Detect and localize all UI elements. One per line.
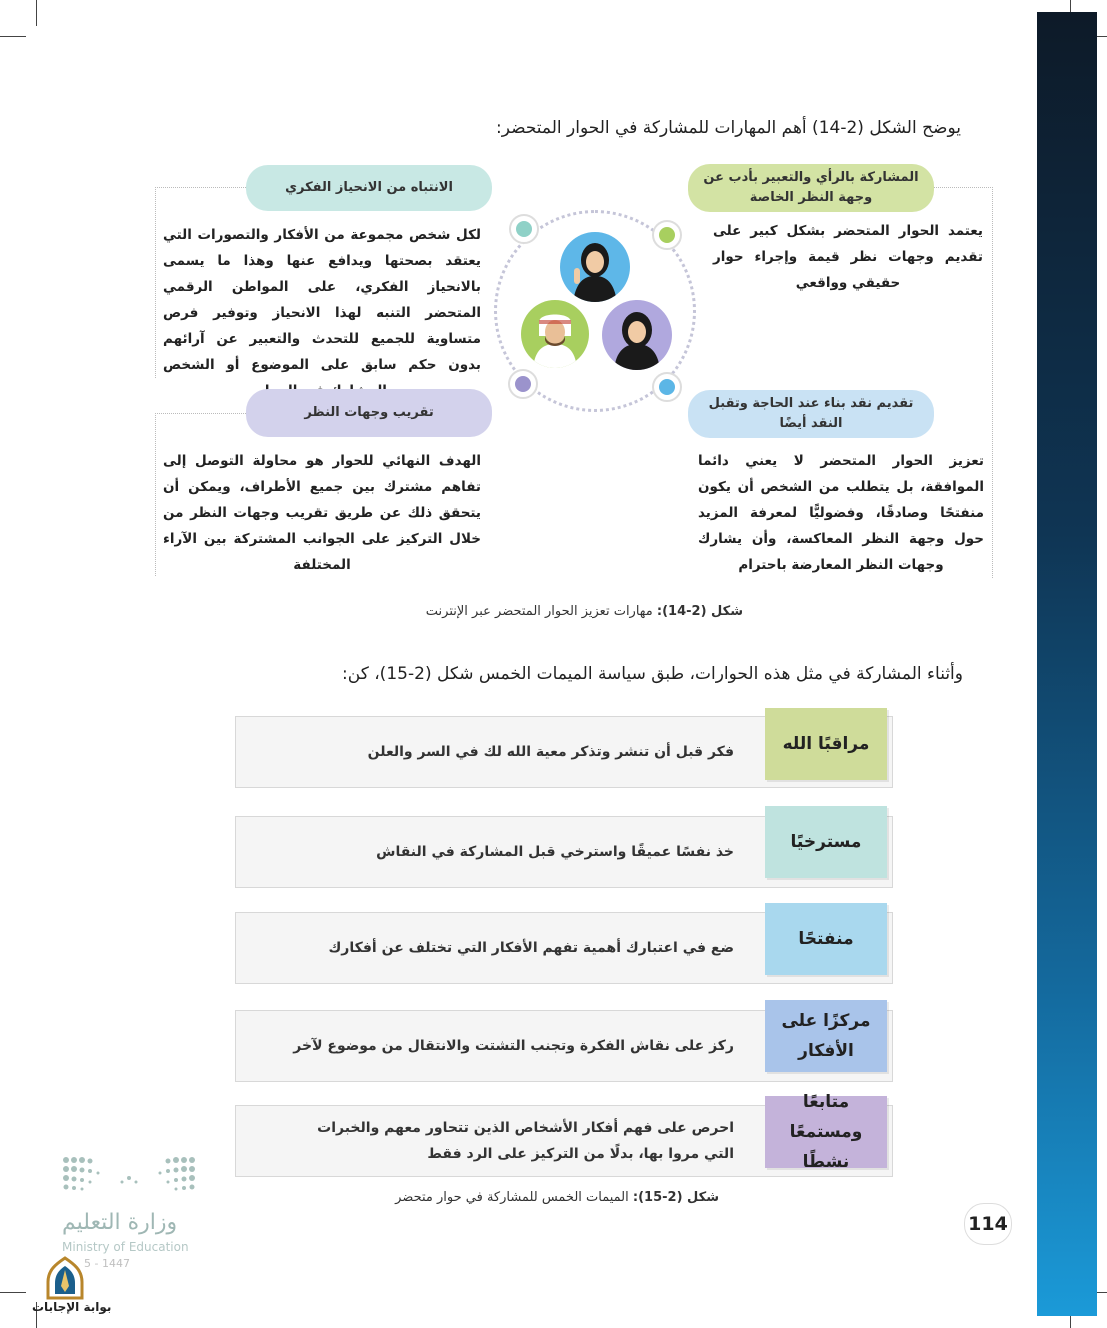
intro-text: يوضح الشكل (2-14) أهم المهارات للمشاركة في الحوار المتحضر: <box>495 118 961 138</box>
orbit-node-purple <box>508 369 538 399</box>
policy-row-desc: احرص على فهم أفكار الأشخاص الذين تتحاور معهم والخبرات التي مروا بها، بدلًا من التركيز على الرد فقط <box>317 1120 734 1162</box>
woman-avatar-top <box>560 232 630 302</box>
policy-row-tag: مسترخيًا <box>765 806 887 878</box>
policy-row-tag: مركزًا على الأفكار <box>765 1000 887 1072</box>
orbit-node-green <box>652 220 682 250</box>
skill-title-bottom-left: تقريب وجهات النظر <box>246 389 492 437</box>
policy-row-desc: ركز على نقاش الفكرة وتجنب التشتت والانتقال من موضوع لآخر <box>293 1038 734 1054</box>
skill-body-bottom-right: تعزيز الحوار المتحضر لا يعني دائما الموافقة، بل يتطلب من الشخص أن يكون منفتحًا وصادقًا، وفضوليًّا لمعرفة المزيد حول وجهة النظر المعاكسة، وأن يشارك وجهات النظر المعارضة باحترام <box>698 453 984 573</box>
figure-caption-2-label: شكل (2-15): <box>632 1190 719 1205</box>
policy-row-desc: خذ نفسًا عميقًا واسترخي قبل المشاركة في النقاش <box>376 844 734 860</box>
policy-row-desc: ضع في اعتبارك أهمية تفهم الأفكار التي تختلف عن أفكارك <box>328 940 734 956</box>
figure-caption-1-label: شكل (2-14): <box>656 604 743 619</box>
figure-caption-2-text: الميمات الخمس للمشاركة في حوار متحضر <box>395 1190 633 1205</box>
orbit-node-teal <box>509 214 539 244</box>
figure-caption-2 <box>395 1190 719 1205</box>
ministry-name-arabic: وزارة التعليم <box>62 1210 178 1235</box>
policy-row-tag: متابعًا ومستمعًا نشطًا <box>765 1096 887 1168</box>
side-color-band <box>1037 12 1097 1316</box>
figure-caption-1-text: مهارات تعزيز الحوار المتحضر عبر الإنترنت <box>425 604 657 619</box>
crop-mark <box>0 36 26 37</box>
policy-row-tag: مراقبًا الله <box>765 708 887 780</box>
skill-title-top-left: الانتباه من الانحياز الفكري <box>246 165 492 211</box>
skill-body-bottom-left: الهدف النهائي للحوار هو محاولة التوصل إلى تفاهم مشترك بين جميع الأطراف، ويمكن أن يتحقق ذلك عن طريق تقريب وجهات النظر من خلال التركيز على الجوانب المشتركة بين الآراء المختلفة <box>163 453 481 573</box>
ministry-name-english: Ministry of Education <box>62 1240 189 1254</box>
crop-mark <box>0 1292 26 1293</box>
intro-text-2: وأثناء المشاركة في مثل هذه الحوارات، طبق سياسة الميمات الخمس شكل (2-15)، كن: <box>342 664 963 684</box>
figure-caption-1 <box>426 604 743 619</box>
page-number: 114 <box>964 1203 1012 1245</box>
policy-row-tag: منفتحًا <box>765 903 887 975</box>
policy-row-desc: فكر قبل أن تنشر وتذكر معية الله لك في السر والعلن <box>367 744 734 760</box>
ministry-logo-dots <box>62 1156 196 1196</box>
ministry-year: 5 - 1447 <box>84 1257 130 1270</box>
woman-avatar-bottom <box>602 300 672 370</box>
portal-logo-icon <box>44 1256 86 1300</box>
skill-body-top-right: يعتمد الحوار المتحضر بشكل كبير على تقديم وجهات نظر قيمة وإجراء حوار حقيقي وواقعي <box>713 223 983 291</box>
crop-mark <box>36 0 37 26</box>
orbit-node-blue <box>652 372 682 402</box>
skill-title-bottom-right: تقديم نقد بناء عند الحاجة وتقبل النقد أيضًا <box>688 390 934 438</box>
skill-body-top-left: لكل شخص مجموعة من الأفكار والتصورات التي يعتقد بصحتها ويدافع عنها وهذا ما يسمى بالانحياز الفكري، على المواطن الرقمي المتحضر التنبه لهذا الانحياز وتوفير فرص متساوية للجميع للتحدث والتعبير عن آرائهم بدون حكم سابق على الموضوع أو الشخص <box>163 227 481 373</box>
portal-label: بوابة الإجابات <box>32 1300 112 1314</box>
man-avatar <box>521 300 589 368</box>
skill-title-top-right: المشاركة بالرأي والتعبير بأدب عن وجهة النظر الخاصة <box>688 164 934 212</box>
